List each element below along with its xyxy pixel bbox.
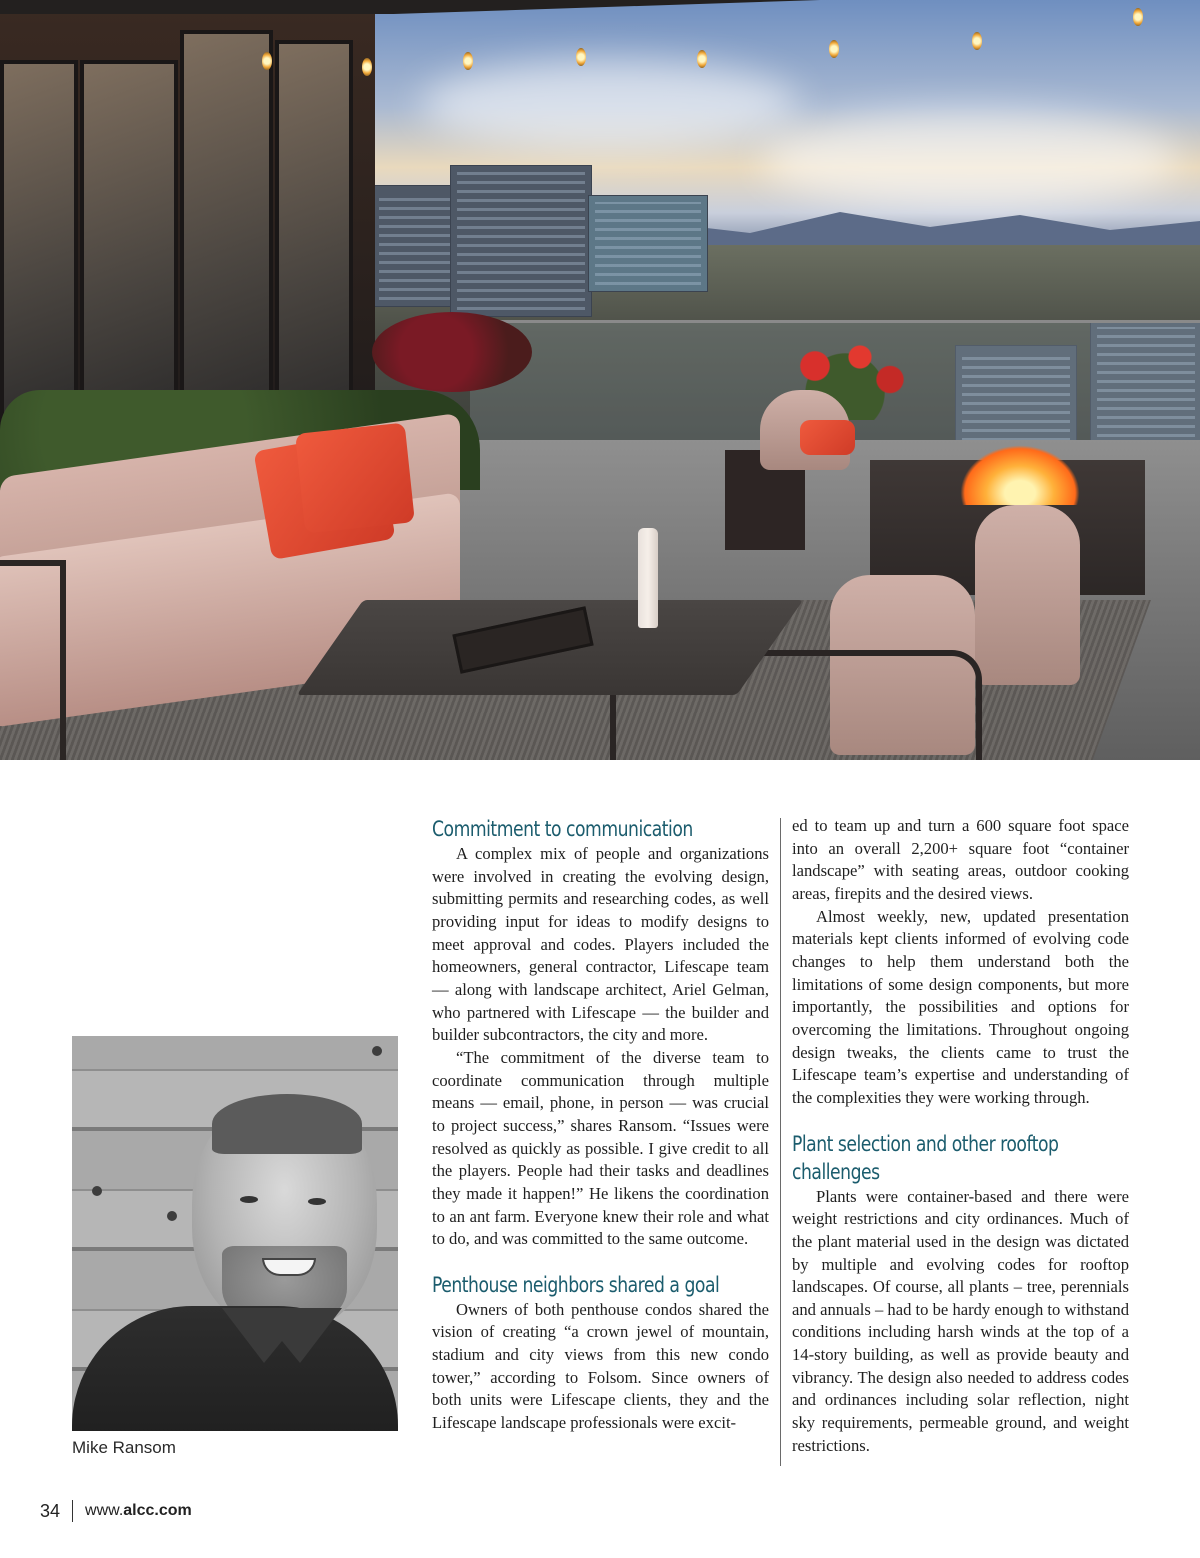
article-column-1 <box>432 815 769 1435</box>
section-heading-plant-selection <box>792 1130 1068 1186</box>
article-column-2 <box>792 815 1129 1457</box>
url-prefix: www. <box>85 1502 124 1519</box>
paragraph: “The commitment of the diverse team to coordinate communication through multiple means — email, phone, in person — was crucial to project success,” shares Ransom. “Issues were resolved as quickly as possible. I give credit to all the players. People had their tasks and deadlines they made it happen!” He likens the coordination to an ant farm. Everyone knew their role and what to do, and was committed to the same outcome. <box>432 1047 769 1249</box>
url-domain: alcc.com <box>123 1502 192 1519</box>
paragraph: Almost weekly, new, updated presentation materials kept clients informed of evolving code changes to help them understand both the limitations of some design components, but more importantly, the possibilities and options for overcoming the limitations. Throughout ongoing design tweaks, the clients came to trust the Lifescape team’s expertise and understanding of the complexities they were working through. <box>792 906 1129 1107</box>
hero-rooftop-photo <box>0 0 1200 760</box>
column-divider <box>780 818 781 1466</box>
paragraph: Owners of both penthouse condos shared the vision of creating “a crown jewel of mountain, stadium and city views from this new condo tower,” according to Folsom. Since owners of both units were Lifescape clients, they and the Lifescape landscape professionals were excit- <box>432 1299 769 1433</box>
portrait-caption: Mike Ransom <box>72 1438 176 1457</box>
footer-divider <box>72 1500 73 1522</box>
paragraph-continued: ed to team up and turn a 600 square foot space into an overall 2,200+ square foot “container landscape” with seating areas, outdoor cooking areas, firepits and the desired views. <box>792 816 1129 903</box>
section-heading-penthouse: Penthouse neighbors shared a goal <box>432 1272 720 1297</box>
page-footer <box>40 1500 192 1522</box>
heading-line: challenges <box>792 1159 880 1184</box>
portrait-photo <box>72 1036 398 1431</box>
section-heading-communication: Commitment to communication <box>432 817 693 841</box>
website-link[interactable] <box>85 1502 192 1520</box>
paragraph: Plants were container-based and there were weight restrictions and city ordinances. Much of the plant material used in the design was dictated by multiple and evolving codes for rooftop landscapes. Of course, all plants – tree, perennials and annuals – had to be hardy enough to withstand conditions including harsh winds at the top of a 14-story building, as well as provide beauty and vibrancy. The design also needed to address codes and ordinances including solar reflection, night sky requirements, permeable ground, and weight restrictions. <box>792 1186 1129 1455</box>
page-number: 34 <box>40 1500 61 1521</box>
heading-line: Plant selection and other rooftop <box>792 1131 1059 1156</box>
paragraph: A complex mix of people and organizations were involved in creating the evolving design, submitting permits and researching codes, as well providing input for ideas to modify designs to meet approval and codes. Players included the homeowners, general contractor, Lifescape team — along with landscape architect, Ariel Gelman, who partnered with Lifescape — the builder and builder subcontractors, the city and more. <box>432 844 769 1045</box>
